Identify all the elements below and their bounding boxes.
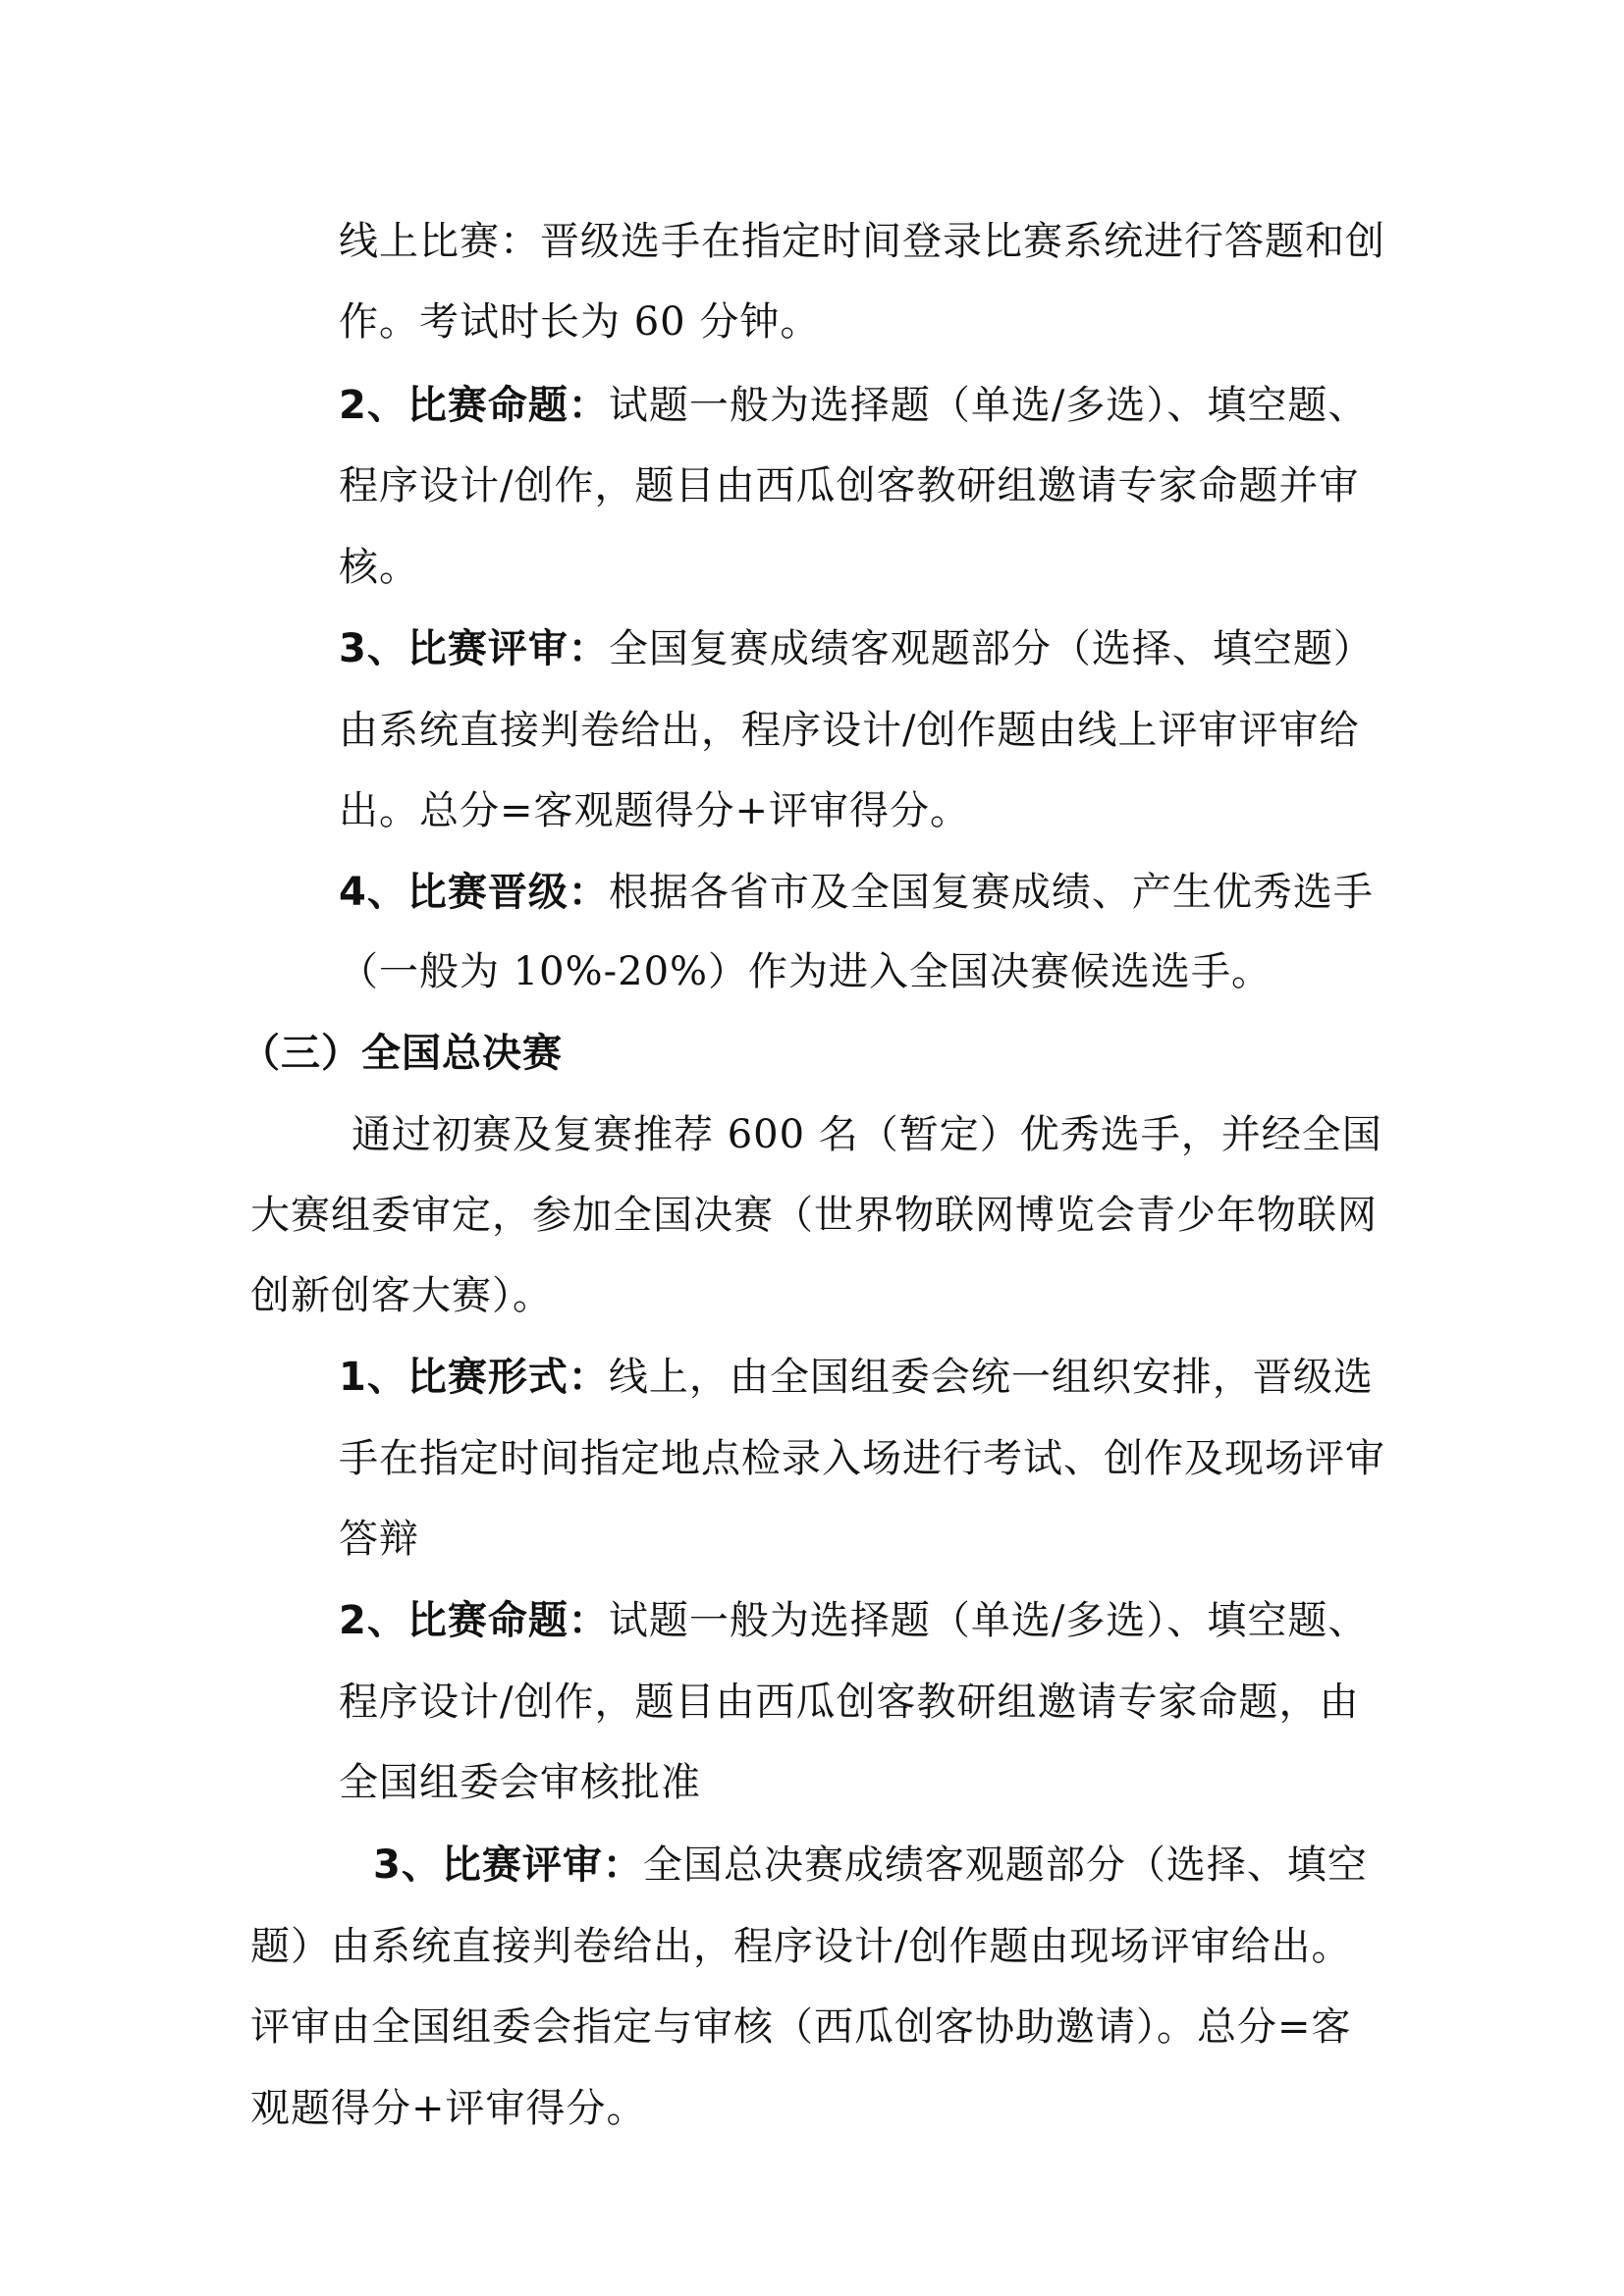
text-finals-review: 全国总决赛成绩客观题部分（选择、填空 bbox=[642, 1842, 1368, 1888]
label-finals-questions: 2、比赛命题： bbox=[339, 1598, 609, 1643]
paragraph-finals-questions-line-2: 程序设计/创作，题目由西瓜创客教研组邀请专家命题，由 bbox=[339, 1680, 1360, 1725]
section-heading-national-finals: （三）全国总决赛 bbox=[241, 1031, 563, 1076]
label-promotion: 4、比赛晋级： bbox=[339, 870, 609, 915]
paragraph-finals-questions-line-1 bbox=[339, 1593, 1368, 1648]
text-promotion: 根据各省市及全国复赛成绩、产生优秀选手 bbox=[608, 870, 1374, 915]
paragraph-finals-review-line-4: 观题得分+评审得分。 bbox=[250, 2086, 647, 2131]
paragraph-finals-questions-line-3: 全国组委会审核批准 bbox=[339, 1760, 701, 1805]
paragraph-question-setting-line-1 bbox=[339, 378, 1368, 433]
paragraph-finals-format-line-1 bbox=[339, 1350, 1374, 1405]
paragraph-question-setting-line-3: 核。 bbox=[339, 545, 419, 590]
paragraph-review-line-2: 由系统直接判卷给出，程序设计/创作题由线上评审评审给 bbox=[339, 708, 1360, 753]
paragraph-finals-review-line-2: 题）由系统直接判卷给出，程序设计/创作题由现场评审给出。 bbox=[250, 1924, 1352, 1969]
paragraph-finals-intro-line-2: 大赛组委审定，参加全国决赛（世界物联网博览会青少年物联网 bbox=[250, 1193, 1378, 1238]
label-finals-format: 1、比赛形式： bbox=[339, 1355, 609, 1400]
text-finals-questions: 试题一般为选择题（单选/多选）、填空题、 bbox=[608, 1598, 1369, 1643]
label-question-setting: 2、比赛命题： bbox=[339, 383, 609, 428]
text-review: 全国复赛成绩客观题部分（选择、填空题） bbox=[608, 626, 1374, 671]
paragraph-finals-review-line-3: 评审由全国组委会指定与审核（西瓜创客协助邀请）。总分=客 bbox=[250, 2004, 1352, 2050]
text-question-setting: 试题一般为选择题（单选/多选）、填空题、 bbox=[608, 383, 1369, 428]
paragraph-online-competition-line-1: 线上比赛：晋级选手在指定时间登录比赛系统进行答题和创 bbox=[339, 219, 1385, 264]
paragraph-finals-review-line-1 bbox=[373, 1838, 1368, 1893]
text-finals-format: 线上，由全国组委会统一组织安排，晋级选 bbox=[608, 1355, 1374, 1400]
paragraph-question-setting-line-2: 程序设计/创作，题目由西瓜创客教研组邀请专家命题并审 bbox=[339, 463, 1360, 508]
paragraph-promotion-line-2: （一般为 10%-20%）作为进入全国决赛候选选手。 bbox=[339, 949, 1272, 994]
paragraph-review-line-1 bbox=[339, 621, 1374, 676]
paragraph-finals-intro-line-1: 通过初赛及复赛推荐 600 名（暂定）优秀选手，并经全国 bbox=[352, 1112, 1382, 1157]
paragraph-finals-format-line-2: 手在指定时间指定地点检录入场进行考试、创作及现场评审 bbox=[339, 1436, 1385, 1481]
paragraph-online-competition-line-2: 作。考试时长为 60 分钟。 bbox=[339, 299, 821, 345]
paragraph-finals-intro-line-3: 创新创客大赛）。 bbox=[250, 1273, 553, 1318]
paragraph-finals-format-line-3: 答辩 bbox=[339, 1517, 419, 1562]
paragraph-promotion-line-1 bbox=[339, 865, 1374, 920]
label-finals-review: 3、比赛评审： bbox=[373, 1842, 643, 1888]
paragraph-review-line-3: 出。总分=客观题得分+评审得分。 bbox=[339, 788, 971, 833]
label-review: 3、比赛评审： bbox=[339, 626, 609, 671]
